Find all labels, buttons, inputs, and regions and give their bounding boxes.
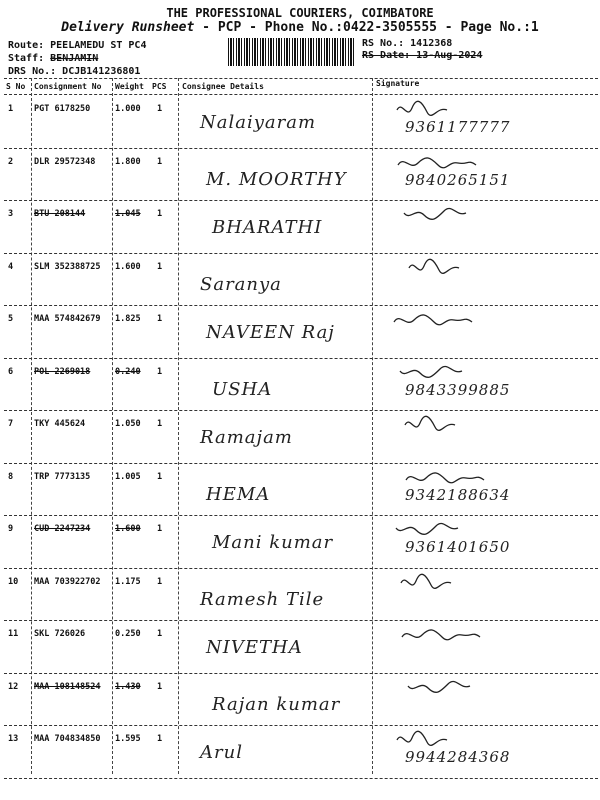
row-weight: 0.240 — [115, 366, 141, 377]
table-row — [0, 516, 600, 569]
table-row — [0, 674, 600, 727]
table-row — [0, 569, 600, 622]
row-sno: 11 — [8, 629, 19, 639]
signature-scribble — [392, 310, 482, 334]
doc-title: Delivery Runsheet — [61, 20, 195, 35]
company-name: THE PROFESSIONAL COURIERS, COIMBATORE — [166, 6, 434, 20]
header-pcs: PCS — [152, 82, 167, 91]
row-weight: 1.595 — [115, 734, 141, 744]
table-row — [0, 201, 600, 254]
staff-label: Staff: — [8, 53, 45, 64]
signature-scribble — [400, 415, 490, 439]
rs-number: RS No.: 1412368 — [362, 38, 453, 49]
row-consignment: SLM 352388725 — [34, 261, 101, 272]
row-sno: 3 — [8, 209, 14, 219]
signature-scribble — [396, 573, 486, 597]
row-pcs: 1 — [157, 734, 163, 744]
staff-line — [8, 53, 98, 64]
row-consignment: PGT 6178250 — [34, 104, 91, 114]
consignee-name: Nalaiyaram — [200, 112, 317, 133]
header-signature: Signature — [376, 79, 420, 88]
row-weight: 1.600 — [115, 524, 141, 534]
consignee-name: NIVETHA — [206, 637, 303, 658]
signature-phone: 9361401650 — [405, 538, 511, 556]
signature-phone: 9843399885 — [405, 380, 511, 399]
consignee-name: Saranya — [200, 273, 282, 295]
row-consignment: CUD 2247234 — [34, 524, 91, 534]
row-pcs: 1 — [157, 261, 163, 272]
row-weight: 1.000 — [115, 104, 141, 114]
table-row — [0, 96, 600, 149]
row-pcs: 1 — [157, 209, 163, 219]
row-consignment: TRP 7773135 — [34, 471, 91, 482]
header-consignee: Consignee Details — [182, 82, 264, 91]
row-consignment: MAA 703922702 — [34, 576, 101, 587]
consignee-name: Mani kumar — [212, 532, 334, 553]
row-weight: 0.250 — [115, 629, 141, 639]
row-sno: 8 — [8, 471, 14, 482]
row-consignment: DLR 29572348 — [34, 156, 96, 167]
consignee-name: USHA — [212, 378, 273, 400]
table-row — [0, 254, 600, 307]
header-weight: Weight — [115, 82, 144, 91]
row-weight: 1.050 — [115, 419, 141, 429]
table-row — [0, 306, 600, 359]
consignee-name: Arul — [200, 742, 243, 763]
table-row — [0, 726, 600, 779]
table-row — [0, 411, 600, 464]
signature-phone: 9944284368 — [405, 748, 511, 766]
row-sno: 1 — [8, 104, 14, 114]
row-consignment: BTU 208144 — [34, 209, 86, 219]
table-row — [0, 359, 600, 412]
doc-subtitle: - PCP - Phone No.:0422-3505555 - Page No.:1 — [194, 20, 539, 35]
row-pcs: 1 — [157, 156, 163, 167]
staff-value: BENJAMIN — [50, 53, 99, 64]
consignee-name: Rajan kumar — [212, 693, 341, 715]
consignee-name: Ramesh Tile — [200, 588, 325, 610]
row-sno: 7 — [8, 419, 14, 429]
row-pcs: 1 — [157, 366, 163, 377]
table-row — [0, 464, 600, 517]
row-weight: 1.600 — [115, 261, 141, 272]
row-weight: 1.045 — [115, 209, 141, 219]
header-sno: S No — [6, 82, 26, 91]
consignee-name: HEMA — [206, 483, 271, 505]
runsheet-title — [0, 20, 600, 35]
row-pcs: 1 — [157, 314, 163, 324]
rs-date: RS Date: 13-Aug-2024 — [362, 50, 483, 61]
row-pcs: 1 — [157, 524, 163, 534]
row-pcs: 1 — [157, 419, 163, 429]
consignee-name: M. MOORTHY — [206, 168, 347, 190]
signature-scribble — [400, 205, 490, 229]
table-header-rule — [4, 94, 598, 95]
row-weight: 1.825 — [115, 314, 141, 324]
row-consignment: MAA 108148524 — [34, 681, 101, 692]
row-sno: 13 — [8, 734, 19, 744]
signature-scribble — [404, 678, 494, 702]
row-pcs: 1 — [157, 104, 163, 114]
table-row — [0, 621, 600, 674]
row-rule — [4, 778, 598, 779]
row-pcs: 1 — [157, 681, 163, 692]
row-weight: 1.175 — [115, 576, 141, 587]
drs-number: DRS No.: DCJB141236801 — [8, 66, 141, 77]
signature-phone: 9342188634 — [405, 485, 511, 504]
header-consignment: Consignment No — [34, 82, 102, 91]
consignee-name: BHARATHI — [212, 217, 323, 238]
row-consignment: POL 2269018 — [34, 366, 91, 377]
table-row — [0, 149, 600, 202]
row-weight: 1.430 — [115, 681, 141, 692]
row-sno: 10 — [8, 576, 19, 587]
row-consignment: SKL 726026 — [34, 629, 86, 639]
row-weight: 1.800 — [115, 156, 141, 167]
consignee-name: Ramajam — [200, 427, 293, 448]
signature-scribble — [400, 625, 490, 649]
row-sno: 5 — [8, 314, 14, 324]
row-sno: 9 — [8, 524, 14, 534]
row-consignment: TKY 445624 — [34, 419, 86, 429]
signature-phone: 9840265151 — [405, 170, 511, 189]
row-sno: 6 — [8, 366, 14, 377]
barcode — [228, 38, 354, 66]
row-pcs: 1 — [157, 629, 163, 639]
route-label: Route: PEELAMEDU ST PC4 — [8, 40, 147, 51]
row-consignment: MAA 704834850 — [34, 734, 101, 744]
row-sno: 12 — [8, 681, 19, 692]
signature-phone: 9361177777 — [405, 118, 511, 136]
row-weight: 1.005 — [115, 471, 141, 482]
row-pcs: 1 — [157, 471, 163, 482]
table-top-rule — [4, 78, 598, 79]
row-pcs: 1 — [157, 576, 163, 587]
signature-scribble — [404, 258, 494, 282]
row-sno: 4 — [8, 261, 14, 272]
row-consignment: MAA 574842679 — [34, 314, 101, 324]
consignee-name: NAVEEN Raj — [206, 322, 335, 343]
row-sno: 2 — [8, 156, 14, 167]
